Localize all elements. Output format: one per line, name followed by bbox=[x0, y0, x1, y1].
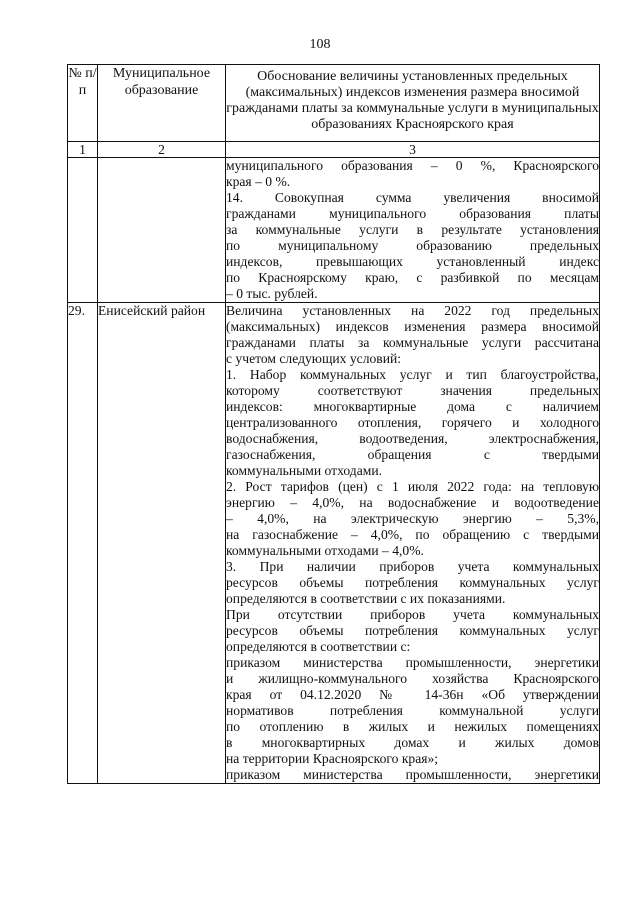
text-line: с учетом следующих условий: bbox=[226, 351, 402, 366]
text-line: приказом министерства промышленности, энергетики bbox=[226, 767, 599, 782]
text-line: определяются в соответствии с их показаниями. bbox=[226, 591, 506, 606]
text-line: гражданами платы за коммунальные услуги рассчитана bbox=[226, 335, 599, 350]
text-line: на территории Красноярского края»; bbox=[226, 751, 439, 766]
text-line: – 4,0%, на электрическую энергию – 5,3%, bbox=[226, 511, 599, 526]
text-line: на газоснабжение – 4,0%, по обращению с твердыми bbox=[226, 527, 599, 542]
justification-cell-continued bbox=[226, 158, 600, 303]
justification-table bbox=[67, 64, 600, 784]
row-number: 29. bbox=[68, 303, 98, 784]
table-row-continued bbox=[68, 158, 600, 303]
text-line: по Красноярскому краю, с разбивкой по месяцам bbox=[226, 270, 599, 285]
text-line: за коммунальные услуги в результате установления bbox=[226, 222, 599, 237]
text-line: приказом министерства промышленности, энергетики bbox=[226, 655, 599, 670]
table-row-29 bbox=[68, 303, 600, 784]
text-line: которому соответствуют значения предельных bbox=[226, 383, 599, 398]
text-line: централизованного отопления, горячего и холодного bbox=[226, 415, 599, 430]
justification-text bbox=[226, 303, 599, 783]
text-line: края от 04.12.2020 № 14-36н «Об утверждении bbox=[226, 687, 599, 702]
justification-text bbox=[226, 158, 599, 302]
text-line: в многоквартирных домах и жилых домов bbox=[226, 735, 599, 750]
text-line: ресурсов объемы потребления коммунальных услуг bbox=[226, 575, 599, 590]
text-line: муниципального образования – 0 %, Красноярского bbox=[226, 158, 599, 173]
text-line: по муниципальному образованию предельных bbox=[226, 238, 599, 253]
text-line: индексов, превышающих установленный индекс bbox=[226, 254, 599, 269]
page-number: 108 bbox=[309, 37, 331, 52]
text-line: 1. Набор коммунальных услуг и тип благоустройства, bbox=[226, 367, 599, 382]
header-justification: Обоснование величины установленных предельных (максимальных) индексов изменения размера вносимой гражданами платы за коммунальные услуги в муниципальных образованиях Красноярского края bbox=[226, 65, 600, 142]
text-line: – 0 тыс. рублей. bbox=[226, 286, 318, 301]
header-municipality: Муниципальное образование bbox=[98, 65, 226, 142]
header-number: № п/п bbox=[68, 65, 98, 142]
text-line: нормативов потребления коммунальной услуги bbox=[226, 703, 599, 718]
text-line: 2. Рост тарифов (цен) с 1 июля 2022 года: на тепловую bbox=[226, 479, 599, 494]
text-line: Величина установленных на 2022 год предельных bbox=[226, 303, 599, 318]
text-line: газоснабжения, обращения с твердыми bbox=[226, 447, 599, 462]
text-line: гражданами муниципального образования платы bbox=[226, 206, 599, 221]
text-line: водоснабжения, водоотведения, электроснабжения, bbox=[226, 431, 599, 446]
text-line: 3. При наличии приборов учета коммунальных bbox=[226, 559, 599, 574]
text-line: края – 0 %. bbox=[226, 174, 291, 189]
text-line: индексов: многоквартирные дома с наличием bbox=[226, 399, 599, 414]
text-line: 14. Совокупная сумма увеличения вносимой bbox=[226, 190, 599, 205]
text-line: и жилищно-коммунального хозяйства Красноярского bbox=[226, 671, 599, 686]
column-number-2: 2 bbox=[98, 142, 226, 158]
text-line: коммунальными отходами – 4,0%. bbox=[226, 543, 424, 558]
column-number-row bbox=[68, 142, 600, 158]
table-header-row bbox=[68, 65, 600, 142]
justification-cell-29 bbox=[226, 303, 600, 784]
text-line: При отсутствии приборов учета коммунальных bbox=[226, 607, 599, 622]
text-line: энергию – 4,0%, на водоснабжение и водоотведение bbox=[226, 495, 599, 510]
text-line: ресурсов объемы потребления коммунальных услуг bbox=[226, 623, 599, 638]
text-line: коммунальными отходами. bbox=[226, 463, 383, 478]
row-number-empty bbox=[68, 158, 98, 303]
text-line: определяются в соответствии с: bbox=[226, 639, 411, 654]
municipality-empty bbox=[98, 158, 226, 303]
column-number-1: 1 bbox=[68, 142, 98, 158]
text-line: по отоплению в жилых и нежилых помещениях bbox=[226, 719, 599, 734]
municipality-name: Енисейский район bbox=[98, 303, 226, 784]
text-line: (максимальных) индексов изменения размера вносимой bbox=[226, 319, 599, 334]
column-number-3: 3 bbox=[226, 142, 600, 158]
